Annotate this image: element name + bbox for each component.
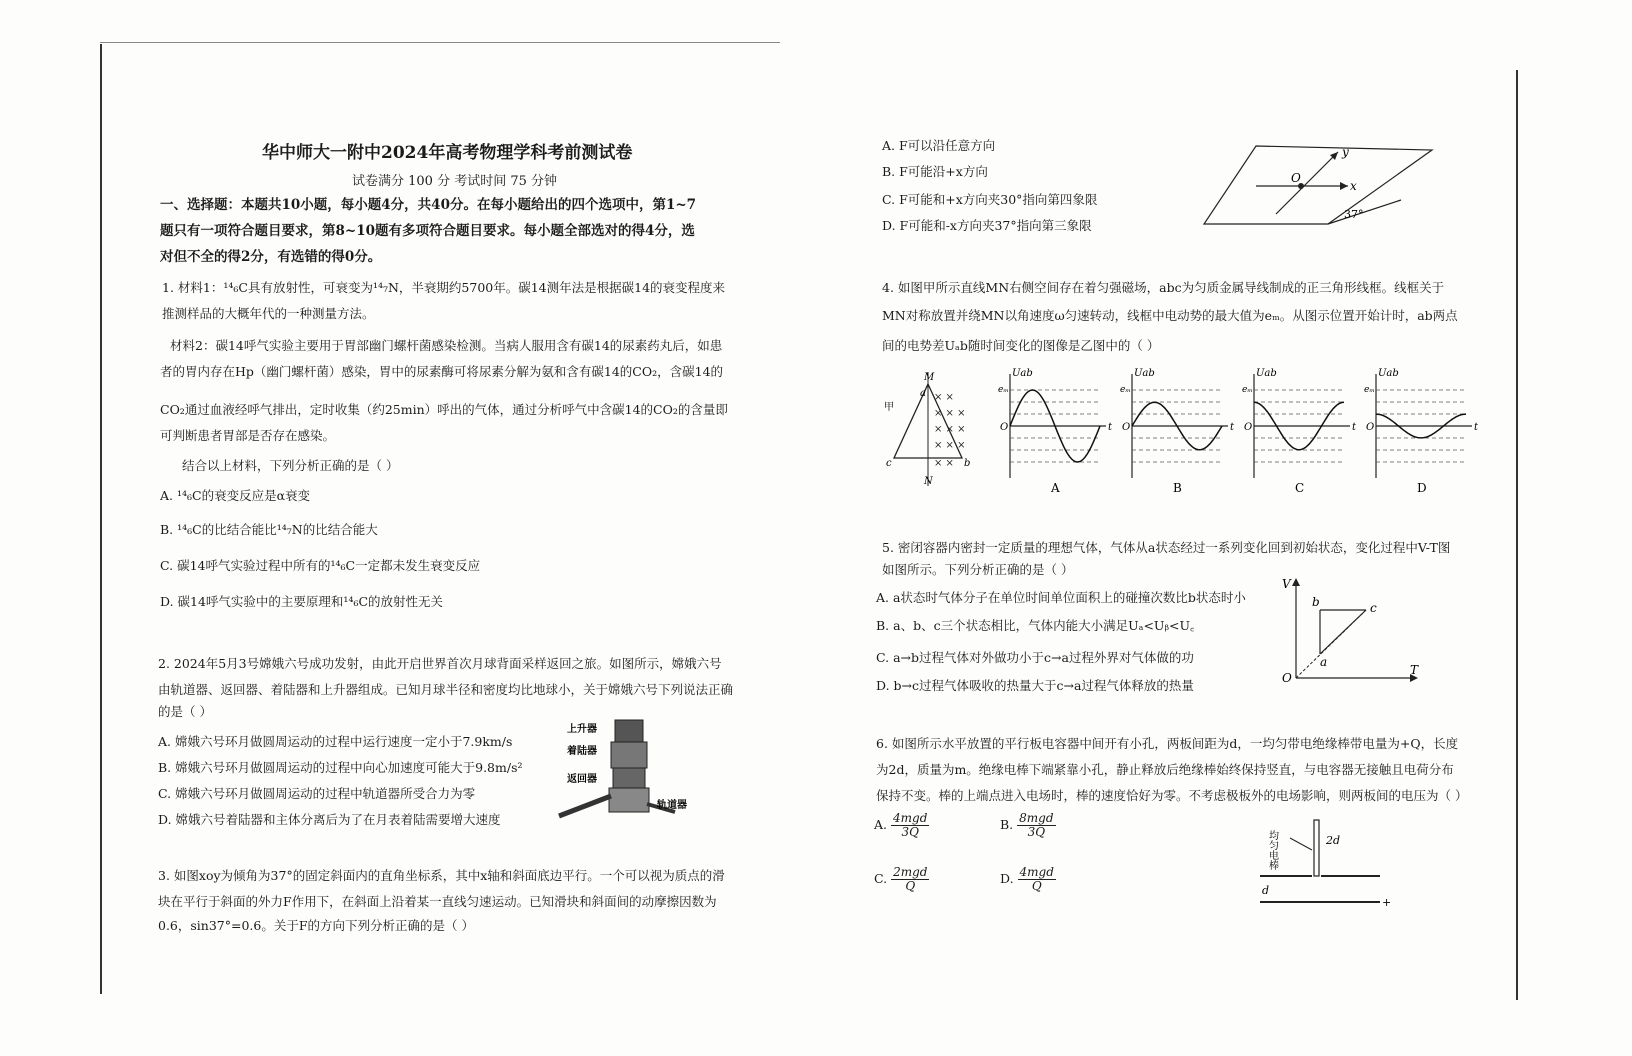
scan-edge-right <box>1516 70 1518 1000</box>
label-b: b <box>964 458 971 469</box>
graph-option-label: C <box>1295 481 1305 495</box>
axis-uab-label: Uab <box>1378 368 1399 379</box>
section-heading-line2: 题只有一项符合题目要求，第8~10题有多项符合题目要求。每小题全部选对的得4分，选 <box>160 223 695 239</box>
label-M: M <box>924 372 935 383</box>
q6-line3: 保持不变。棒的上端点进入电场时，棒的速度恰好为零。不考虑极板外的电场影响，则两板间的电压为（ ） <box>876 788 1468 803</box>
vt-axis-v: V <box>1282 577 1291 591</box>
change6-probe-figure <box>555 712 725 827</box>
axis-x-label: x <box>1350 179 1357 193</box>
scan-edge-left <box>100 44 102 994</box>
axis-t-label: t <box>1352 422 1357 433</box>
q1-option-b: B. ¹⁴₆C的比结合能比¹⁴₇N的比结合能大 <box>160 522 378 537</box>
q5-line2: 如图所示。下列分析正确的是（ ） <box>882 562 1074 577</box>
rod-label: 均匀电棒 <box>1266 830 1278 870</box>
vt-point-a: a <box>1320 655 1328 669</box>
q4-line2: MN对称放置并绕MN以角速度ω匀速转动，线框中电动势的最大值为eₘ。从图示位置开始计时，ab两点 <box>882 308 1458 323</box>
q1-option-c: C. 碳14呼气实验过程中所有的¹⁴₆C一定都未发生衰变反应 <box>160 558 481 573</box>
q2-option-c: C. 嫦娥六号环月做圆周运动的过程中轨道器所受合力为零 <box>158 786 476 801</box>
exam-title: 华中师大一附中2024年高考物理学科考前测试卷 <box>262 143 633 163</box>
q5-option-b: B. a、b、c三个状态相比，气体内能大小满足Uₐ<Uᵦ<U꜀ <box>876 618 1195 633</box>
label-lander: 着陆器 <box>567 746 597 757</box>
uab-graph-C <box>1242 368 1357 495</box>
q1-stem: 结合以上材料，下列分析正确的是（ ） <box>182 458 399 473</box>
uab-graphs <box>996 366 1486 496</box>
vt-point-c: c <box>1370 601 1377 615</box>
q1-material2-line4: 可判断患者胃部是否存在感染。 <box>160 428 336 443</box>
label-orbiter: 轨道器 <box>657 800 687 811</box>
q3-line1: 3. 如图xoy为倾角为37°的固定斜面内的直角坐标系，其中x轴和斜面底边平行。一个可以视为质点的滑 <box>158 868 725 883</box>
q2-option-d: D. 嫦娥六号着陆器和主体分离后为了在月表着陆需要增大速度 <box>158 812 501 827</box>
axis-t-label: t <box>1474 422 1479 433</box>
axis-uab-label: Uab <box>1012 368 1033 379</box>
q2-option-b: B. 嫦娥六号环月做圆周运动的过程中向心加速度可能大于9.8m/s² <box>158 760 523 775</box>
vt-origin: O <box>1282 671 1292 685</box>
axis-origin-label: O <box>1244 422 1253 433</box>
axis-t-label: t <box>1108 422 1113 433</box>
q1-option-a: A. ¹⁴₆C的衰变反应是α衰变 <box>160 488 311 503</box>
axis-origin-label: O <box>1122 422 1131 433</box>
axis-origin-label: O <box>1000 422 1009 433</box>
q6-line2: 为2d，质量为m。绝缘电棒下端紧靠小孔，静止释放后绝缘棒始终保持竖直，与电容器无接触且电荷分布 <box>876 762 1454 777</box>
q3-line2: 块在平行于斜面的外力F作用下，在斜面上沿着某一直线匀速运动。已知滑块和斜面间的动摩擦因数为 <box>158 894 717 909</box>
graph-option-label: B <box>1173 481 1182 495</box>
axis-y-label: y <box>1342 145 1349 159</box>
q3-line3: 0.6，sin37°=0.6。关于F的方向下列分析正确的是（ ） <box>158 918 474 933</box>
q5-line1: 5. 密闭容器内密封一定质量的理想气体，气体从a状态经过一系列变化回到初始状态，变化过程中V-T图 <box>882 540 1451 555</box>
axis-origin-label: O <box>1366 422 1375 433</box>
q2-line2: 由轨道器、返回器、着陆器和上升器组成。已知月球半径和密度均比地球小，关于嫦娥六号下列说法正确 <box>158 682 734 697</box>
q5-option-a: A. a状态时气体分子在单位时间单位面积上的碰撞次数比b状态时小 <box>876 590 1246 605</box>
q6-line1: 6. 如图所示水平放置的平行板电容器中间开有小孔，两板间距为d，一均匀带电绝缘棒带电量为+Q，长度 <box>876 736 1459 751</box>
q1-material2-line3: CO₂通过血液经呼气排出，定时收集（约25min）呼出的气体，通过分析呼气中含碳14的CO₂的含量即 <box>160 402 728 417</box>
gap-label: d <box>1262 884 1270 897</box>
uab-graph-D <box>1364 368 1479 495</box>
vt-axis-t: T <box>1410 663 1419 677</box>
axis-uab-label: Uab <box>1256 368 1277 379</box>
q6-option-a: A. $\frac{\text{4mgd}}{3Q}$ <box>874 811 928 839</box>
q1-material2-line2: 者的胃内存在Hp（幽门螺杆菌）感染，胃中的尿素酶可将尿素分解为氨和含有碳14的CO₂，含碳14的 <box>160 364 724 379</box>
plus-label: + <box>1382 896 1392 909</box>
label-jia: 甲 <box>884 402 894 413</box>
svg-text:× × ×: × × × <box>934 424 966 435</box>
label-a: a <box>920 388 926 399</box>
origin-label: O <box>1291 171 1301 185</box>
q3-option-c: C. F可能和+x方向夹30°指向第四象限 <box>882 192 1098 207</box>
graph-option-label: A <box>1051 481 1060 495</box>
vt-diagram <box>1276 574 1426 686</box>
uab-graph-B <box>1120 368 1235 495</box>
section-heading-line1: 一、选择题：本题共10小题，每小题4分，共40分。在每小题给出的四个选项中，第1~7 <box>160 197 697 213</box>
graph-option-label: D <box>1417 481 1427 495</box>
label-c: c <box>886 458 892 469</box>
q2-option-a: A. 嫦娥六号环月做圆周运动的过程中运行速度一定小于7.9km/s <box>158 734 513 749</box>
svg-text:× ×: × × <box>934 458 954 469</box>
q3-option-d: D. F可能和-x方向夹37°指向第三象限 <box>882 218 1092 233</box>
q2-line3: 的是（ ） <box>158 704 212 719</box>
svg-text:× ×: × × <box>934 392 954 403</box>
q1-material2-line1: 材料2：碳14呼气实验主要用于胃部幽门螺杆菌感染检测。当病人服用含有碳14的尿素药丸后，如患 <box>170 338 723 353</box>
label-N: N <box>924 476 933 487</box>
em-label: eₘ <box>1364 385 1375 395</box>
q5-option-c: C. a→b过程气体对外做功小于c→a过程外界对气体做的功 <box>876 650 1194 665</box>
q1-material1-line1: 1. 材料1：¹⁴₆C具有放射性，可衰变为¹⁴₇N，半衰期约5700年。碳14测年法是根据碳14的衰变程度来 <box>162 280 726 295</box>
em-label: eₘ <box>1120 385 1131 395</box>
vt-point-b: b <box>1312 595 1320 609</box>
uab-graph-A <box>998 368 1113 495</box>
q6-option-c: C. $\frac{\text{2mgd}}{Q}$ <box>874 865 928 893</box>
section-heading-line3: 对但不全的得2分，有选错的得0分。 <box>160 249 382 265</box>
q1-option-d: D. 碳14呼气实验中的主要原理和¹⁴₆C的放射性无关 <box>160 594 444 609</box>
exam-subtitle: 试卷满分 100 分 考试时间 75 分钟 <box>352 174 558 189</box>
em-label: eₘ <box>1242 385 1253 395</box>
q3-option-a: A. F可以沿任意方向 <box>882 138 996 153</box>
q6-option-d: D. $\frac{\text{4mgd}}{Q}$ <box>1000 865 1054 893</box>
q6-option-b: B. $\frac{\text{8mgd}}{3Q}$ <box>1000 811 1054 839</box>
scan-edge-top <box>100 42 780 43</box>
label-returner: 返回器 <box>567 774 597 785</box>
triangle-frame-figure <box>882 370 992 488</box>
q1-material1-line2: 推测样品的大概年代的一种测量方法。 <box>162 306 375 321</box>
q4-line3: 间的电势差Uₐb随时间变化的图像是乙图中的（ ） <box>882 338 1160 353</box>
rod-length-label: 2d <box>1326 834 1341 847</box>
q2-line1: 2. 2024年5月3号嫦娥六号成功发射，由此开启世界首次月球背面采样返回之旅。如图所示，嫦娥六号 <box>158 656 722 671</box>
angle-label: 37° <box>1344 208 1364 221</box>
svg-text:× × ×: × × × <box>934 440 966 451</box>
q5-option-d: D. b→c过程气体吸收的热量大于c→a过程气体释放的热量 <box>876 678 1194 693</box>
q3-option-b: B. F可能沿+x方向 <box>882 164 988 179</box>
capacitor-figure <box>1250 814 1400 910</box>
axis-t-label: t <box>1230 422 1235 433</box>
axis-uab-label: Uab <box>1134 368 1155 379</box>
em-label: eₘ <box>998 385 1009 395</box>
q4-line1: 4. 如图甲所示直线MN右侧空间存在着匀强磁场，abc为匀质金属导线制成的正三角形线框。线框关于 <box>882 280 1445 295</box>
svg-text:× × ×: × × × <box>934 408 966 419</box>
label-ascender: 上升器 <box>567 724 597 735</box>
incline-coordinate-figure <box>1196 140 1436 234</box>
